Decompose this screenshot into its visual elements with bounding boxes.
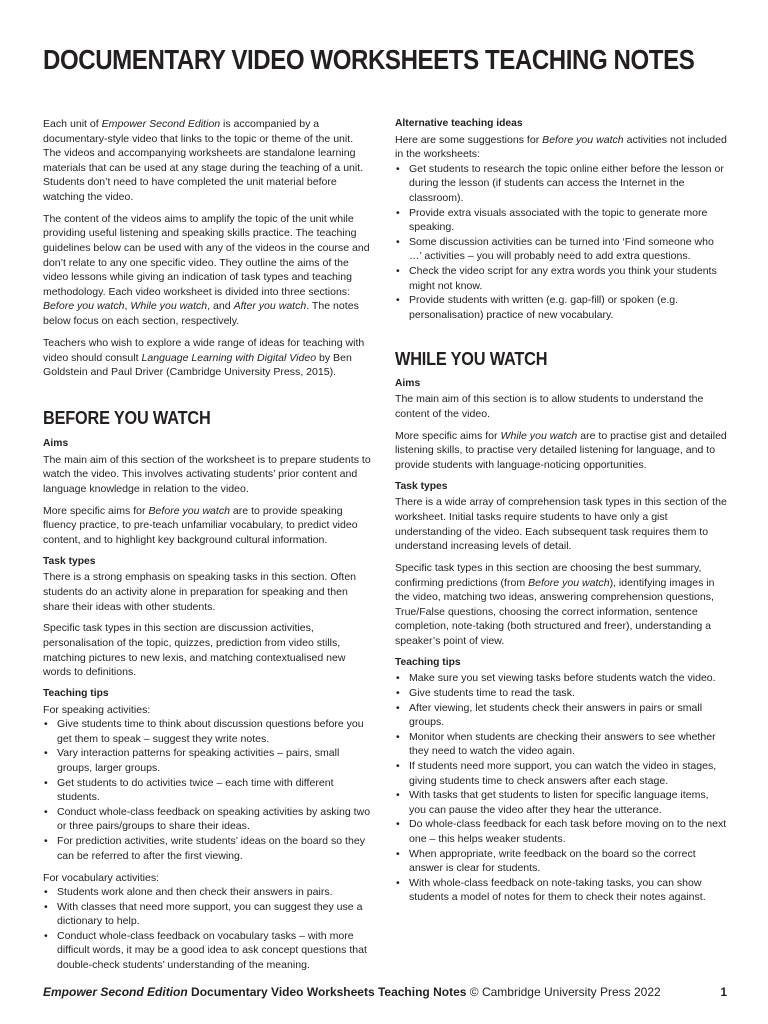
subheading-task-types: Task types — [43, 555, 96, 567]
subheading-aims: Aims — [43, 437, 69, 449]
subheading-alternative-ideas: Alternative teaching ideas — [395, 118, 523, 129]
subheading-task-types: Task types — [395, 480, 448, 492]
intro-paragraph-2: The content of the videos aims to amplify the topic of the unit while providing useful listening and speaking skills practice. The teaching guidelines below can be used with any of the videos in the course and don’t relate to any one specific video. They outline the aims of the video lessons while giving an indication of task types and teaching methodology. Each video worksheet is divided into three sections: Before you watch, While you watch, and After you watch. The notes below focus on each section, respectively. — [43, 212, 370, 328]
while-task-paragraph-1: There is a wide array of comprehension task types in this section of the worksheet. Initial tasks require students to have only a gist understanding of the video. Each subsequent task requires them to understand increasing levels of detail. — [395, 496, 727, 553]
alt-intro: Here are some suggestions for Before you watch activities not included in the worksheets: — [395, 133, 727, 161]
section-heading-while: WHILE YOU WATCH — [395, 347, 548, 369]
list-item: • With classes that need more support, you can suggest they use a dictionary to help. — [43, 900, 373, 929]
speaking-intro: For speaking activities: — [43, 703, 151, 716]
while-tips-list — [395, 671, 727, 905]
list-item: • Some discussion activities can be turned into ‘Find someone who …’ activities – you will probably need to add extra questions. — [395, 235, 727, 264]
list-item: • Conduct whole-class feedback on speaking activities by asking two or three pairs/groups to share their ideas. — [43, 805, 373, 834]
vocab-intro: For vocabulary activities: — [43, 871, 160, 884]
speaking-tips-list — [43, 717, 373, 863]
page-title: DOCUMENTARY VIDEO WORKSHEETS TEACHING NOTES — [43, 44, 695, 75]
list-item: • Provide extra visuals associated with the topic to generate more speaking. — [395, 206, 727, 235]
subheading-aims: Aims — [395, 377, 421, 389]
footer-text: Empower Second Edition Documentary Video Worksheets Teaching Notes © Cambridge University Press 2022 — [43, 985, 661, 999]
list-item: • With tasks that get students to listen for specific language items, you can pause the video after they hear the utterance. — [395, 788, 727, 817]
list-item: • Students work alone and then check their answers in pairs. — [43, 885, 373, 900]
list-item: • With whole-class feedback on note-taking tasks, you can show students a model of notes for them to check their notes against. — [395, 876, 727, 905]
while-aims-paragraph-1: The main aim of this section is to allow students to understand the content of the video. — [395, 393, 704, 420]
before-task-paragraph-2: Specific task types in this section are discussion activities, personalisation of the topic, quizzes, prediction from video stills, matching pictures to new lexis, and matching contextualised new words to definitions. — [43, 622, 346, 679]
list-item: • Give students time to read the task. — [395, 686, 727, 701]
left-column — [43, 117, 373, 980]
list-item: • When appropriate, write feedback on the board so the correct answer is clear for students. — [395, 847, 727, 876]
list-item: • Make sure you set viewing tasks before students watch the video. — [395, 671, 727, 686]
intro-paragraph-1: Each unit of Empower Second Edition is accompanied by a documentary-style video that links to the topic or theme of the unit. The videos and accompanying worksheets are standalone learning materials that can be used at any stage during the teaching of a unit. Students don’t need to have completed the unit material before watching the video. — [43, 118, 364, 203]
subheading-teaching-tips: Teaching tips — [43, 688, 109, 700]
list-item: • If students need more support, you can watch the video in stages, giving students time to check answers after each stage. — [395, 759, 727, 788]
while-task-paragraph-2: Specific task types in this section are choosing the best summary, confirming predictions (from Before you watch), identifying images in the video, matching two ideas, answering comprehension questions, True/False questions, choosing the correct information, sentence completion, note-taking (both structured and freer), understanding a speaker’s point of view. — [395, 562, 715, 647]
list-item: • Get students to research the topic online either before the lesson or during the lesson (if students can access the Internet in the classroom). — [395, 162, 727, 206]
list-item: • Conduct whole-class feedback on vocabulary tasks – with more difficult words, it may be a good idea to ask concept questions that double-check students’ understanding of the meaning. — [43, 929, 373, 973]
vocab-tips-list — [43, 885, 373, 973]
before-task-paragraph-1: There is a strong emphasis on speaking tasks in this section. Often students do an activity alone in preparation for speaking and then share their ideas with other students. — [43, 571, 357, 613]
before-aims-paragraph-2: More specific aims for Before you watch are to provide speaking fluency practice, to pre-teach unfamiliar vocabulary, to predict video content, and to highlight key background cultural information. — [43, 504, 358, 546]
intro-paragraph-3: Teachers who wish to explore a wide range of ideas for teaching with video should consult Language Learning with Digital Video by Ben Goldstein and Paul Driver (Cambridge University Press, 2015). — [43, 336, 365, 379]
list-item: • Provide students with written (e.g. gap-fill) or spoken (e.g. personalisation) practice of new vocabulary. — [395, 293, 727, 322]
list-item: • Check the video script for any extra words you think your students might not know. — [395, 264, 727, 293]
right-column — [395, 117, 727, 912]
alt-ideas-list — [395, 162, 727, 323]
list-item: • Do whole-class feedback for each task before moving on to the next one – this helps weaker students. — [395, 817, 727, 846]
list-item: • Monitor when students are checking their answers to see whether they need to watch the video again. — [395, 730, 727, 759]
subheading-teaching-tips: Teaching tips — [395, 656, 461, 668]
list-item: • After viewing, let students check their answers in pairs or small groups. — [395, 701, 727, 730]
list-item: • Get students to do activities twice – each time with different students. — [43, 776, 373, 805]
section-heading-before: BEFORE YOU WATCH — [43, 406, 211, 428]
page-number: 1 — [720, 985, 727, 999]
list-item: • For prediction activities, write students’ ideas on the board so they can be referred to after the first viewing. — [43, 834, 373, 863]
list-item: • Vary interaction patterns for speaking activities – pairs, small groups, larger groups. — [43, 746, 373, 775]
while-aims-paragraph-2: More specific aims for While you watch are to practise gist and detailed listening skills, to practise very detailed listening for language, and to provide students with language-noticing opportunities. — [395, 429, 727, 471]
list-item: • Give students time to think about discussion questions before you get them to speak – suggest they write notes. — [43, 717, 373, 746]
before-aims-paragraph-1: The main aim of this section of the worksheet is to prepare students to watch the video. This involves activating students’ prior content and language knowledge in relation to the video. — [43, 453, 371, 495]
page-footer — [43, 985, 727, 999]
